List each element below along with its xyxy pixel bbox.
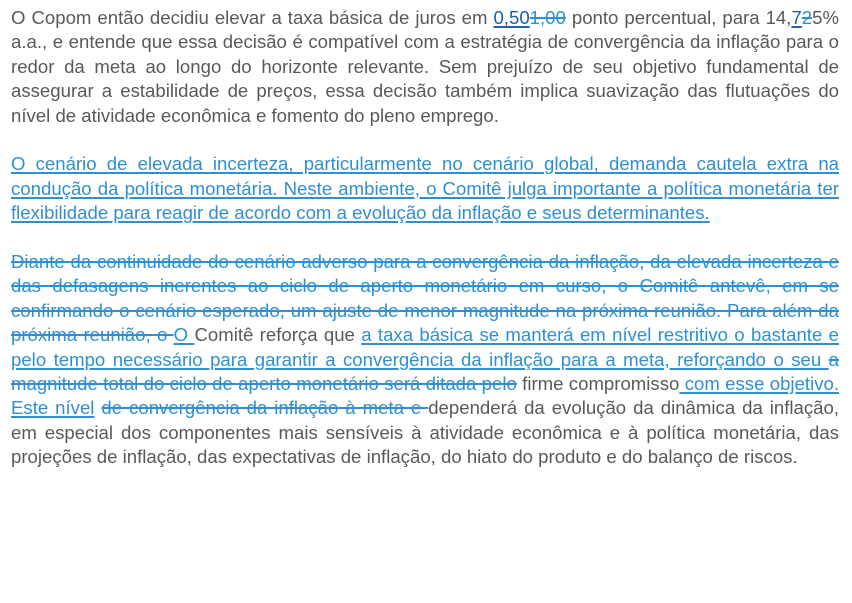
inserted-text: O <box>173 324 195 346</box>
paragraph-spacer <box>11 226 839 250</box>
body-text: ponto percentual, para 14, <box>565 7 792 28</box>
deleted-text: 1,00 <box>529 7 566 28</box>
deleted-text: 2 <box>801 7 813 28</box>
document-body <box>11 6 839 470</box>
paragraph-guidance-tracked <box>11 250 839 470</box>
body-text: dependerá da evolução da dinâmica da inflação, em especial dos componentes mais sensíveis à atividade econômica e à política monetária, das projeções de inflação, das expectativas de inflação, do hiato do produto e do balanço de riscos. <box>11 397 840 468</box>
inserted-text: a taxa básica se manterá em nível restritivo o bastante e pelo tempo necessário para garantir a convergência da inflação para a meta, reforçando o seu <box>11 324 839 370</box>
body-text: firme compromisso <box>516 373 680 395</box>
inserted-text: com esse objetivo. Este nível <box>11 373 840 419</box>
paragraph-rate-decision <box>11 6 839 128</box>
paragraph-uncertainty-inserted <box>11 152 839 225</box>
body-text: O Copom então decidiu elevar a taxa básica de juros em <box>11 7 494 28</box>
deleted-text: Diante da continuidade do cenário adverso para a convergência da inflação, da elevada incerteza e das defasagens inerentes ao ciclo de aperto monetário em curso, o Comitê antevê, em se confirmando o cenário esperado, um ajuste de menor magnitude na próxima reunião. Para além da próxima reunião, o <box>11 251 839 346</box>
deleted-text: a magnitude total do ciclo de aperto monetário será ditada pelo <box>11 348 839 395</box>
paragraph-spacer <box>11 128 839 152</box>
body-text: Comitê reforça que <box>194 324 362 346</box>
inserted-text: O cenário de elevada incerteza, particularmente no cenário global, demanda cautela extra na condução da política monetária. Neste ambiente, o Comitê julga importante a política monetária ter flexibilidade para reagir de acordo com a evolução da inflação e seus determinantes. <box>11 153 839 224</box>
inserted-text: 7 <box>791 7 802 28</box>
inserted-text: 0,50 <box>493 7 530 28</box>
deleted-text: de convergência da inflação à meta e <box>101 397 429 419</box>
body-text: 5% a.a., e entende que essa decisão é compatível com a estratégia de convergência da inflação para o redor da meta ao longo do horizonte relevante. Sem prejuízo de seu objetivo fundamental de assegurar a estabilidade de preços, essa decisão também implica suavização das flutuações do nível de atividade econômica e fomento do pleno emprego. <box>11 7 839 126</box>
